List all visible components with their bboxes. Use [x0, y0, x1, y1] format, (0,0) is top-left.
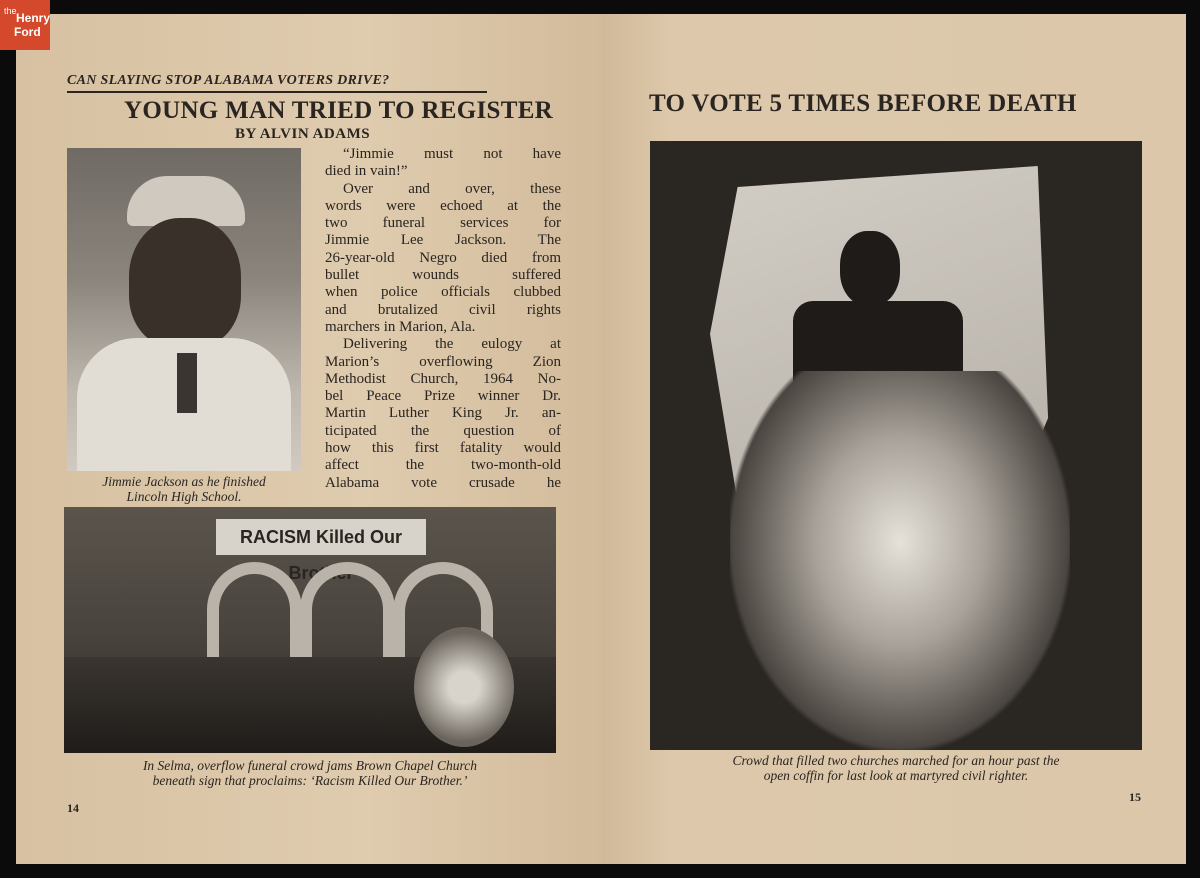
article-body: [325, 146, 561, 492]
body-line: affect the two-month-old: [325, 457, 561, 474]
logo-text: Ford: [14, 25, 41, 39]
body-line: two funeral services for: [325, 215, 561, 232]
body-line: bel Peace Prize winner Dr.: [325, 388, 561, 405]
body-line: when police officials clubbed: [325, 284, 561, 301]
body-line: Martin Luther King Jr. an-: [325, 405, 561, 422]
body-line: Over and over, these: [343, 180, 561, 197]
page-number-right: 15: [1129, 790, 1141, 804]
page-number-left: 14: [67, 801, 79, 815]
headline-right: TO VOTE 5 TIMES BEFORE DEATH: [649, 90, 1077, 117]
caption-line: Jimmie Jackson as he finished: [102, 474, 266, 489]
body-line: and brutalized civil rights: [325, 301, 561, 318]
portrait-caption: [60, 474, 308, 504]
body-line: Marion’s overflowing Zion: [325, 353, 561, 370]
body-line: Jimmie Lee Jackson. The: [325, 232, 561, 249]
byline: BY ALVIN ADAMS: [235, 126, 371, 142]
church-funeral-photo: [64, 507, 556, 753]
logo-text: the: [4, 6, 17, 16]
body-line: “Jimmie must not have: [343, 146, 561, 162]
body-line: words were echoed at the: [325, 197, 561, 214]
coffin-photo-caption: [645, 753, 1147, 783]
headline-left: YOUNG MAN TRIED TO REGISTER: [124, 97, 554, 124]
kicker: CAN SLAYING STOP ALABAMA VOTERS DRIVE?: [67, 73, 487, 93]
coffin-photo: [650, 141, 1142, 750]
logo-text: Henry: [16, 11, 51, 25]
body-line: Alabama vote crusade he: [325, 474, 561, 491]
body-line: ticipated the question of: [325, 422, 561, 439]
caption-line: open coffin for last look at martyred civil righter.: [763, 768, 1029, 783]
portrait-photo: [67, 148, 301, 471]
caption-line: beneath sign that proclaims: ‘Racism Killed Our Brother.’: [152, 773, 468, 788]
body-line: marchers in Marion, Ala.: [325, 318, 476, 335]
body-line: Delivering the eulogy at: [343, 336, 561, 353]
body-line: 26-year-old Negro died from: [325, 249, 561, 266]
body-line: how this first fatality would: [325, 440, 561, 457]
body-line: died in vain!”: [325, 163, 408, 180]
caption-line: Lincoln High School.: [126, 489, 242, 504]
caption-line: Crowd that filled two churches marched for an hour past the: [732, 753, 1060, 768]
henry-ford-logo: [0, 0, 50, 50]
body-line: Methodist Church, 1964 No-: [325, 370, 561, 387]
caption-line: In Selma, overflow funeral crowd jams Brown Chapel Church: [142, 758, 478, 773]
racism-sign: RACISM Killed Our Brother: [216, 519, 426, 555]
church-photo-caption: [60, 758, 560, 788]
body-line: bullet wounds suffered: [325, 267, 561, 284]
